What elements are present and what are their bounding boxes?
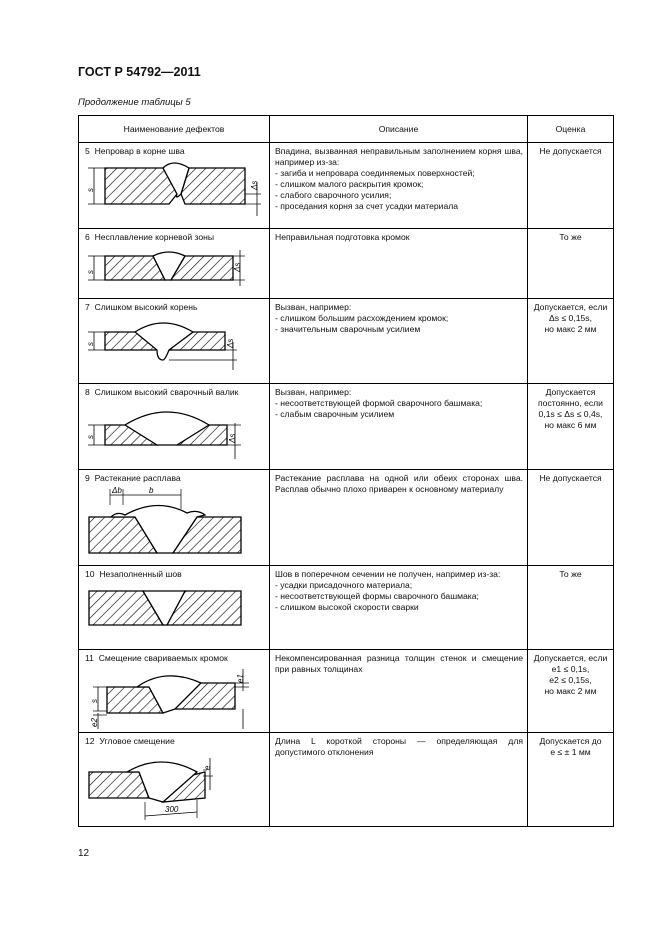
defect-name: Непровар в корне шва xyxy=(94,146,185,156)
delta-label: Δs xyxy=(233,262,242,272)
description-line: Вызван, например: xyxy=(275,387,352,397)
thickness-label: s xyxy=(90,699,99,703)
description-line: - слабым сварочным усилием xyxy=(275,409,395,419)
defect-description-cell xyxy=(270,733,528,827)
thickness-label: s xyxy=(86,435,95,439)
column-header-description: Описание xyxy=(270,116,528,143)
evaluation-line: e1 ≤ 0,1s, xyxy=(551,664,590,674)
evaluation-line: Допускается, если xyxy=(533,302,608,312)
description-line: - слишком малого раскрытия кромок; xyxy=(275,179,424,189)
defect-name-cell xyxy=(79,566,270,650)
defect-name: Слишком высокий сварочный валик xyxy=(94,387,239,397)
description-line: - усадки присадочного материала; xyxy=(275,580,413,590)
melt-spread-figure xyxy=(85,487,267,563)
thickness-label: s xyxy=(86,270,95,274)
description-line: Некомпенсированная разница толщин стенок и смещение при равных толщинах xyxy=(275,653,523,674)
description-line: - слишком большим расхождением кромок; xyxy=(275,313,449,323)
evaluation-line: То же xyxy=(559,569,582,579)
evaluation-line: Не допускается xyxy=(539,146,602,156)
root-lack-of-fusion-figure xyxy=(85,160,267,220)
defect-name: Смещение свариваемых кромок xyxy=(98,653,228,663)
defect-name-cell xyxy=(79,143,270,229)
description-line: Длина L короткой стороны — определяющая для допустимого отклонения xyxy=(275,736,523,757)
defect-evaluation-cell xyxy=(528,143,614,229)
column-header-evaluation: Оценка xyxy=(528,116,614,143)
defect-evaluation-cell xyxy=(528,566,614,650)
defect-number: 7 xyxy=(85,302,90,312)
angular-misalignment-figure xyxy=(85,750,267,826)
defect-description-cell xyxy=(270,229,528,299)
defect-name-cell xyxy=(79,733,270,827)
table-row xyxy=(79,470,614,566)
description-line: Шов в поперечном сечении не получен, например из-за: xyxy=(275,569,501,579)
evaluation-line: 0,1s ≤ Δs ≤ 0,4s, xyxy=(538,409,603,419)
defect-name-cell xyxy=(79,470,270,566)
table-row xyxy=(79,384,614,470)
defect-evaluation-cell xyxy=(528,384,614,470)
defect-evaluation-cell xyxy=(528,733,614,827)
table-row xyxy=(79,229,614,299)
table-row xyxy=(79,566,614,650)
defect-name-cell xyxy=(79,650,270,733)
defect-number: 9 xyxy=(85,473,90,483)
table-header-row xyxy=(79,116,614,143)
description-line: - несоответствующей формы сварочного башмака; xyxy=(275,591,479,601)
defect-description-cell xyxy=(270,143,528,229)
delta-label: Δs xyxy=(226,338,235,348)
defect-evaluation-cell xyxy=(528,650,614,733)
defect-number: 12 xyxy=(85,736,95,746)
evaluation-line: e ≤ ± 1 мм xyxy=(550,747,591,757)
defect-name: Несплавление корневой зоны xyxy=(94,232,215,242)
description-line: - слишком высокой скорости сварки xyxy=(275,602,419,612)
excess-root-figure xyxy=(85,316,267,376)
defect-evaluation-cell xyxy=(528,299,614,384)
table-row xyxy=(79,650,614,733)
description-line: Растекание расплава на одной или обеих сторонах шва. Расплав обычно плохо приварен к основному материалу xyxy=(275,473,523,494)
delta-label: Δs xyxy=(250,180,259,190)
defect-description-cell xyxy=(270,384,528,470)
defect-description-cell xyxy=(270,566,528,650)
evaluation-line: но макс 6 мм xyxy=(544,420,597,430)
evaluation-line: Допускается xyxy=(545,387,596,397)
table-row xyxy=(79,733,614,827)
description-line: - несоответствующей формой сварочного башмака; xyxy=(275,398,483,408)
column-header-name: Наименование дефектов xyxy=(79,116,270,143)
offset-e1-label: e1 xyxy=(236,674,245,683)
defect-name-cell xyxy=(79,384,270,470)
description-line: Вызван, например: xyxy=(275,302,352,312)
spread-width-label: Δb xyxy=(112,487,122,495)
defect-name-cell xyxy=(79,229,270,299)
description-line: Неправильная подготовка кромок xyxy=(275,232,410,242)
evaluation-line: То же xyxy=(559,232,582,242)
edge-misalignment-figure xyxy=(85,667,267,731)
evaluation-line: но макс 2 мм xyxy=(544,324,597,334)
defect-name: Угловое смещение xyxy=(99,736,175,746)
bead-width-label: b xyxy=(149,487,154,495)
defect-name: Незаполненный шов xyxy=(99,569,182,579)
table-row xyxy=(79,143,614,229)
document-title: ГОСТ Р 54792—2011 xyxy=(78,65,201,79)
unfilled-weld-figure xyxy=(85,583,267,633)
page-number: 12 xyxy=(78,848,90,859)
offset-e2-label: e2 xyxy=(90,718,99,727)
defect-number: 5 xyxy=(85,146,90,156)
defect-evaluation-cell xyxy=(528,229,614,299)
defects-table xyxy=(78,115,614,827)
evaluation-line: Допускается до xyxy=(539,736,602,746)
defect-number: 10 xyxy=(85,569,95,579)
evaluation-line: Допускается, если xyxy=(533,653,608,663)
root-non-fusion-figure xyxy=(85,246,267,292)
table-row xyxy=(79,299,614,384)
defect-description-cell xyxy=(270,650,528,733)
defect-name: Растекание расплава xyxy=(94,473,181,483)
description-line: - слабого сварочного усилия; xyxy=(275,190,392,200)
description-line: - значительным сварочным усилием xyxy=(275,324,421,334)
defect-name-cell xyxy=(79,299,270,384)
defect-number: 6 xyxy=(85,232,90,242)
evaluation-line: Δs ≤ 0,15s, xyxy=(549,313,592,323)
thickness-label: s xyxy=(86,188,95,192)
description-line: - проседания корня за счет усадки материала xyxy=(275,201,459,211)
description-line: - загиба и непровара соединяемых поверхностей; xyxy=(275,168,475,178)
angular-offset-label: e xyxy=(203,765,212,770)
evaluation-line: но макс 2 мм xyxy=(544,686,597,696)
evaluation-line: e2 ≤ 0,15s, xyxy=(549,675,592,685)
thickness-label: s xyxy=(86,342,95,346)
defect-evaluation-cell xyxy=(528,470,614,566)
evaluation-line: Не допускается xyxy=(539,473,602,483)
defect-name: Слишком высокий корень xyxy=(94,302,198,312)
description-line: Впадина, вызванная неправильным заполнением корня шва, например из-за: xyxy=(275,146,523,167)
length-label: 300 xyxy=(165,805,179,814)
defect-number: 8 xyxy=(85,387,90,397)
defect-description-cell xyxy=(270,470,528,566)
excess-weld-bead-figure xyxy=(85,401,267,463)
defect-number: 11 xyxy=(85,653,94,663)
defect-description-cell xyxy=(270,299,528,384)
table-caption: Продолжение таблицы 5 xyxy=(78,97,191,108)
delta-label: Δs xyxy=(228,433,237,443)
evaluation-line: постоянно, если xyxy=(538,398,603,408)
